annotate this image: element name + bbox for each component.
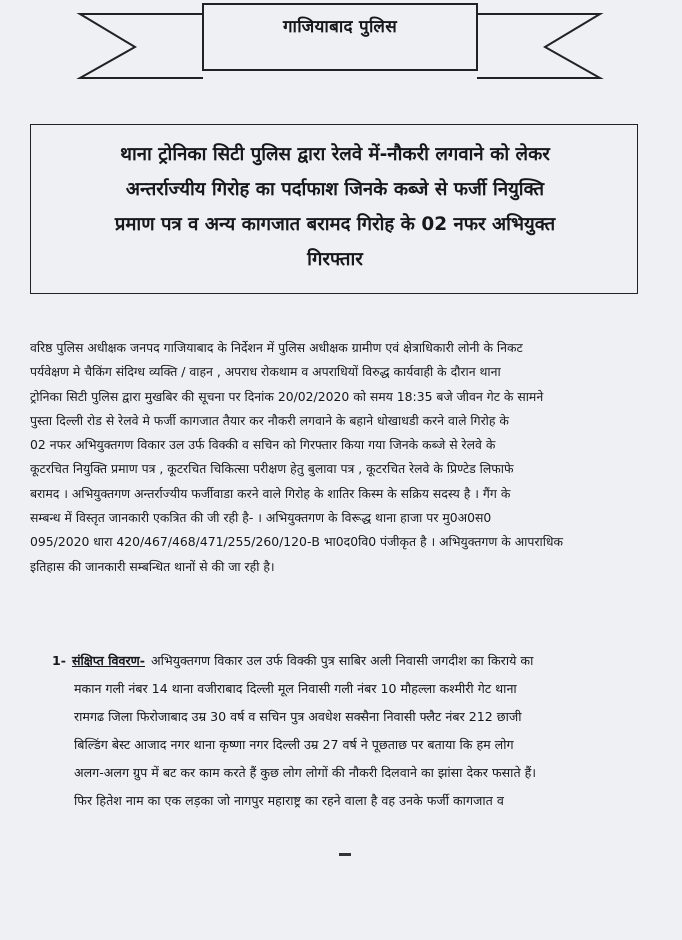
body-line: कूटरचित नियुक्ति प्रमाण पत्र , कूटरचित चिकित्सा परीक्षण हेतु बुलावा पत्र , कूटरचित रेलवे के प्रिण्टेड लिफाफे bbox=[30, 461, 514, 477]
section-first-text: अभियुक्तगण विकार उल उर्फ विक्की पुत्र साबिर अली निवासी जगदीश का किराये का bbox=[151, 653, 534, 668]
section-number: 1- bbox=[52, 653, 66, 668]
headline bbox=[31, 137, 639, 277]
page-dash-mark bbox=[339, 853, 351, 856]
body-line: पुस्ता दिल्ली रोड से रेलवे मे फर्जी कागजात तैयार कर नौकरी लगवाने के बहाने धोखाधडी करने वाले गिरोह के bbox=[30, 412, 509, 428]
body-line: बरामद । अभियुक्तगण अन्तर्राज्यीय फर्जीवाडा करने वाले गिरोह के शातिर किस्म के सक्रिय सदस्य है । गैंग के bbox=[30, 485, 511, 501]
headline-line: अन्तर्राज्यीय गिरोह का पर्दाफाश जिनके कब्जे से फर्जी नियुक्ति bbox=[125, 179, 545, 200]
section-summary bbox=[52, 647, 672, 815]
section-line: अलग-अलग ग्रुप में बट कर काम करते हैं कुछ लोग लोगों की नौकरी दिलवाने का झांसा देकर फसाते हैं। bbox=[74, 765, 537, 780]
section-line: बिल्डिंग बेस्ट आजाद नगर थाना कृष्णा नगर दिल्ली उम्र 27 वर्ष ने पूछताछ पर बताया कि हम लोग bbox=[74, 737, 514, 752]
section-line: रामगढ जिला फिरोजाबाद उम्र 30 वर्ष व सचिन पुत्र अवधेश सक्सैना निवासी फ्लैट नंबर 212 छाजी bbox=[74, 709, 522, 724]
section-line: फिर हितेश नाम का एक लड़का जो नागपुर महाराष्ट्र का रहने वाला है वह उनके फर्जी कागजात व bbox=[74, 793, 504, 808]
section-line: मकान गली नंबर 14 थाना वजीराबाद दिल्ली मूल निवासी गली नंबर 10 मौहल्ला कश्मीरी गेट थाना bbox=[74, 681, 517, 696]
body-line: 095/2020 धारा 420/467/468/471/255/260/120-B भा0द0वि0 पंजीकृत है । अभियुक्तगण के आपराधिक bbox=[30, 534, 564, 550]
body-line: ट्रोनिका सिटी पुलिस द्वारा मुखबिर की सूचना पर दिनांक 20/02/2020 को समय 18:35 बजे जीवन गेट के सामने bbox=[30, 388, 544, 404]
body-line: सम्बन्ध में विस्तृत जानकारी एकत्रित की जी रही है- । अभियुक्तगण के विरूद्ध थाना हाजा पर मु0अ0स0 bbox=[30, 510, 492, 526]
headline-line: थाना ट्रोनिका सिटी पुलिस द्वारा रेलवे में-नौकरी लगवाने को लेकर bbox=[120, 144, 550, 165]
body-line: पर्यवेक्षण मे चैकिंग संदिग्ध व्यक्ति / वाहन , अपराध रोकथाम व अपराधियों विरुद्ध कार्यवाही के दौरान थाना bbox=[30, 364, 501, 380]
body-paragraph bbox=[30, 336, 670, 579]
body-line: 02 नफर अभियुक्तगण विकार उल उर्फ विक्की व सचिन को गिरफ्तार किया गया जिनके कब्जे से रेलवे के bbox=[30, 437, 496, 453]
section-first-line bbox=[52, 647, 672, 675]
headline-line: गिरफ्तार bbox=[307, 249, 363, 270]
police-banner bbox=[40, 0, 640, 92]
headline-line: प्रमाण पत्र व अन्य कागजात बरामद गिरोह के 02 नफर अभियुक्त bbox=[114, 214, 556, 235]
body-line: इतिहास की जानकारी सम्बन्धित थानों से की जा रही है। bbox=[30, 558, 275, 574]
section-label: संक्षिप्त विवरण- bbox=[72, 653, 145, 668]
body-line: वरिष्ठ पुलिस अधीक्षक जनपद गाजियाबाद के निर्देशन में पुलिस अधीक्षक ग्रामीण एवं क्षेत्राधिकारी लोनी के निकट bbox=[30, 340, 523, 355]
headline-box bbox=[30, 124, 638, 294]
banner-title: गाजियाबाद पुलिस bbox=[282, 17, 398, 37]
